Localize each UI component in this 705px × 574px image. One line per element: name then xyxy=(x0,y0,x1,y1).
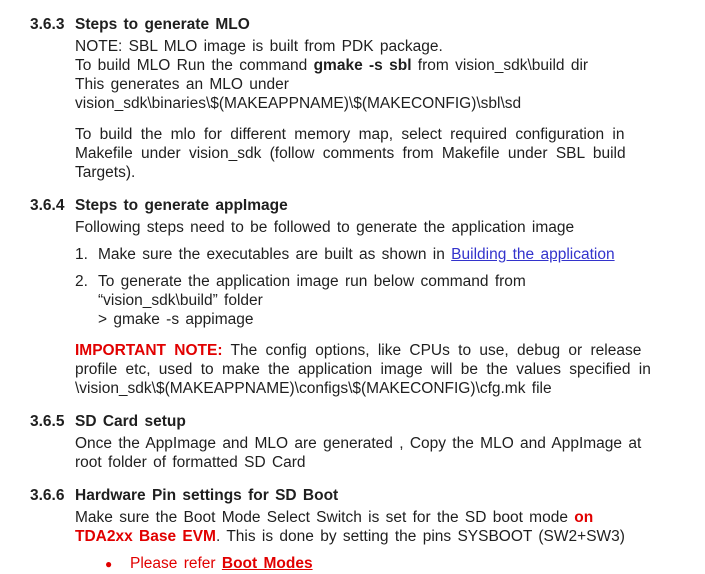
section-title: Steps to generate appImage xyxy=(75,197,288,214)
text-line xyxy=(75,379,679,398)
text-segment: root folder of formatted SD Card xyxy=(75,454,306,471)
list-item xyxy=(105,554,679,574)
text-segment: This generates an MLO under xyxy=(75,76,289,93)
text-line xyxy=(75,218,679,237)
text-line xyxy=(75,453,679,472)
bullet-icon: ● xyxy=(105,557,113,571)
text-segment: Please refer xyxy=(130,555,222,572)
boot-modes-link[interactable]: Boot Modes xyxy=(221,555,313,572)
text-line xyxy=(75,341,679,360)
section-title: Hardware Pin settings for SD Boot xyxy=(75,487,339,504)
section-number: 3.6.6 xyxy=(30,487,65,504)
section-heading xyxy=(30,412,679,431)
section-title: SD Card setup xyxy=(75,413,186,430)
section-heading xyxy=(30,486,679,505)
text-segment: Targets). xyxy=(75,164,136,181)
text-segment: “vision_sdk\build” folder xyxy=(98,292,263,309)
section-heading xyxy=(30,196,679,215)
text-segment: The config options, like CPUs to use, debug or release xyxy=(222,342,642,359)
ordered-list xyxy=(75,245,679,329)
section-title: Steps to generate MLO xyxy=(75,16,250,33)
text-line xyxy=(98,291,679,310)
text-segment: Make sure the executables are built as shown in xyxy=(98,246,452,263)
text-line xyxy=(75,56,679,75)
text-segment: TDA2xx Base EVM xyxy=(75,528,216,545)
paragraph xyxy=(75,125,679,182)
paragraph xyxy=(75,341,679,398)
text-line xyxy=(75,37,679,56)
text-segment: . This is done by setting the pins SYSBOOT (SW2+SW3) xyxy=(215,528,625,545)
text-line xyxy=(75,360,679,379)
list-item-content xyxy=(98,272,679,329)
section-number: 3.6.5 xyxy=(30,413,65,430)
text-segment: Following steps need to be followed to generate the application image xyxy=(75,219,575,236)
text-segment: Makefile under vision_sdk (follow comments from Makefile under SBL build xyxy=(75,145,626,162)
paragraph xyxy=(75,218,679,237)
paragraph xyxy=(75,37,679,113)
text-line xyxy=(75,144,679,163)
text-segment: profile etc, used to make the application image will be the values specified in xyxy=(75,361,651,378)
text-segment: IMPORTANT NOTE: xyxy=(75,342,223,359)
bullet-list xyxy=(75,554,679,574)
section-number: 3.6.4 xyxy=(30,197,65,214)
text-segment: on xyxy=(574,509,594,526)
list-item-marker: 2. xyxy=(75,273,88,290)
text-segment: gmake -s sbl xyxy=(313,57,412,74)
text-segment: To build MLO Run the command xyxy=(75,57,314,74)
list-item-marker: 1. xyxy=(75,246,88,263)
text-line xyxy=(75,125,679,144)
building-the-application-link[interactable]: Building the application xyxy=(451,246,615,263)
list-item xyxy=(75,272,679,329)
text-line xyxy=(75,508,679,527)
text-segment: NOTE: SBL MLO image is built from PDK package. xyxy=(75,38,443,55)
section-number: 3.6.3 xyxy=(30,16,65,33)
list-item xyxy=(75,245,679,264)
text-line xyxy=(75,75,679,94)
text-line xyxy=(98,272,679,291)
text-line xyxy=(130,554,679,573)
text-segment: To build the mlo for different memory map, select required configuration in xyxy=(75,126,625,143)
paragraph xyxy=(75,508,679,546)
section-heading xyxy=(30,15,679,34)
text-line xyxy=(75,527,679,546)
text-segment: Make sure the Boot Mode Select Switch is set for the SD boot mode xyxy=(75,509,575,526)
text-line xyxy=(75,434,679,453)
text-segment: To generate the application image run below command from xyxy=(98,273,526,290)
text-line xyxy=(75,94,679,113)
text-segment: vision_sdk\binaries\$(MAKEAPPNAME)\$(MAKECONFIG)\sbl\sd xyxy=(75,95,522,112)
paragraph xyxy=(75,434,679,472)
text-line xyxy=(75,163,679,182)
text-segment: from vision_sdk\build dir xyxy=(411,57,589,74)
text-line xyxy=(98,245,679,264)
text-segment: > gmake -s appimage xyxy=(98,311,254,328)
text-segment: \vision_sdk\$(MAKEAPPNAME)\configs\$(MAKECONFIG)\cfg.mk file xyxy=(75,380,552,397)
list-item-content xyxy=(130,554,679,574)
text-segment: Once the AppImage and MLO are generated , Copy the MLO and AppImage at xyxy=(75,435,642,452)
list-item-content xyxy=(98,245,679,264)
text-line xyxy=(98,310,679,329)
